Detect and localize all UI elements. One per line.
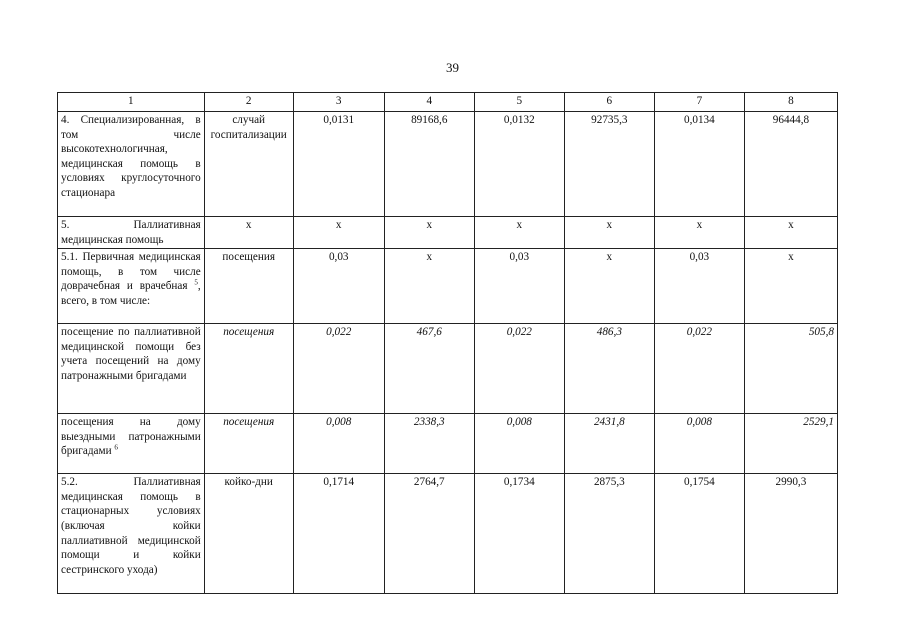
row-label — [58, 414, 205, 474]
row-label: посещение по паллиативной медицинской помощи без учета посещений на дому патронажными бригадами — [58, 324, 205, 414]
value-cell: 2764,7 — [384, 474, 474, 594]
value-cell: 467,6 — [384, 324, 474, 414]
row-label: 5. Паллиативная медицинская помощь — [58, 217, 205, 249]
value-cell: 0,1714 — [293, 474, 384, 594]
header-cell: 8 — [744, 93, 837, 112]
value-cell: 2338,3 — [384, 414, 474, 474]
value-cell: 0,1754 — [654, 474, 744, 594]
value-cell: х — [564, 217, 654, 249]
row-unit: посещения — [204, 249, 293, 324]
header-cell: 7 — [654, 93, 744, 112]
value-cell: х — [654, 217, 744, 249]
value-cell: 0,0132 — [474, 112, 564, 217]
value-cell: 0,008 — [654, 414, 744, 474]
value-cell: 486,3 — [564, 324, 654, 414]
table-row — [58, 324, 838, 414]
row-label-text: посещения на дому выездными патронажными бригадами — [61, 416, 201, 458]
value-cell: 0,022 — [654, 324, 744, 414]
row-label — [58, 249, 205, 324]
header-cell: 1 — [58, 93, 205, 112]
value-cell: х — [564, 249, 654, 324]
value-cell: х — [384, 249, 474, 324]
table-row — [58, 217, 838, 249]
footnote-marker: 5 — [194, 278, 198, 287]
value-cell: х — [474, 217, 564, 249]
row-label-text-cont: , всего, в том числе: — [61, 280, 201, 307]
table-header-row — [58, 93, 838, 112]
value-cell: х — [293, 217, 384, 249]
value-cell: 0,008 — [293, 414, 384, 474]
value-cell: х — [744, 217, 837, 249]
value-cell: х — [744, 249, 837, 324]
value-cell: 0,1734 — [474, 474, 564, 594]
header-cell: 4 — [384, 93, 474, 112]
row-unit: посещения — [204, 414, 293, 474]
value-cell: 0,03 — [654, 249, 744, 324]
value-cell: 0,03 — [293, 249, 384, 324]
row-unit: х — [204, 217, 293, 249]
value-cell: 505,8 — [744, 324, 837, 414]
row-unit: койко-дни — [204, 474, 293, 594]
value-cell: 0,022 — [293, 324, 384, 414]
table-row — [58, 474, 838, 594]
value-cell: 0,022 — [474, 324, 564, 414]
footnote-marker: 6 — [114, 443, 118, 452]
header-cell: 6 — [564, 93, 654, 112]
value-cell: 96444,8 — [744, 112, 837, 217]
header-cell: 3 — [293, 93, 384, 112]
row-label: 5.2. Паллиативная медицинская помощь в стационарных условиях (включая койки паллиативной медицинской помощи и койки сестринского ухода) — [58, 474, 205, 594]
value-cell: 0,0131 — [293, 112, 384, 217]
data-table — [57, 92, 838, 594]
row-unit: посещения — [204, 324, 293, 414]
value-cell: 0,03 — [474, 249, 564, 324]
row-unit: случай госпитализации — [204, 112, 293, 217]
value-cell: 2529,1 — [744, 414, 837, 474]
page-number: 39 — [446, 60, 459, 75]
value-cell: 2875,3 — [564, 474, 654, 594]
value-cell: 2990,3 — [744, 474, 837, 594]
table-row — [58, 414, 838, 474]
table-row — [58, 112, 838, 217]
header-cell: 2 — [204, 93, 293, 112]
row-label: 4. Специализированная, в том числе высокотехнологичная, медицинская помощь в условиях круглосуточного стационара — [58, 112, 205, 217]
value-cell: 92735,3 — [564, 112, 654, 217]
value-cell: 0,0134 — [654, 112, 744, 217]
value-cell: 0,008 — [474, 414, 564, 474]
table-row — [58, 249, 838, 324]
value-cell: х — [384, 217, 474, 249]
value-cell: 2431,8 — [564, 414, 654, 474]
row-label-text: 5.1. Первичная медицинская помощь, в том числе доврачебная и врачебная — [61, 251, 201, 293]
header-cell: 5 — [474, 93, 564, 112]
value-cell: 89168,6 — [384, 112, 474, 217]
